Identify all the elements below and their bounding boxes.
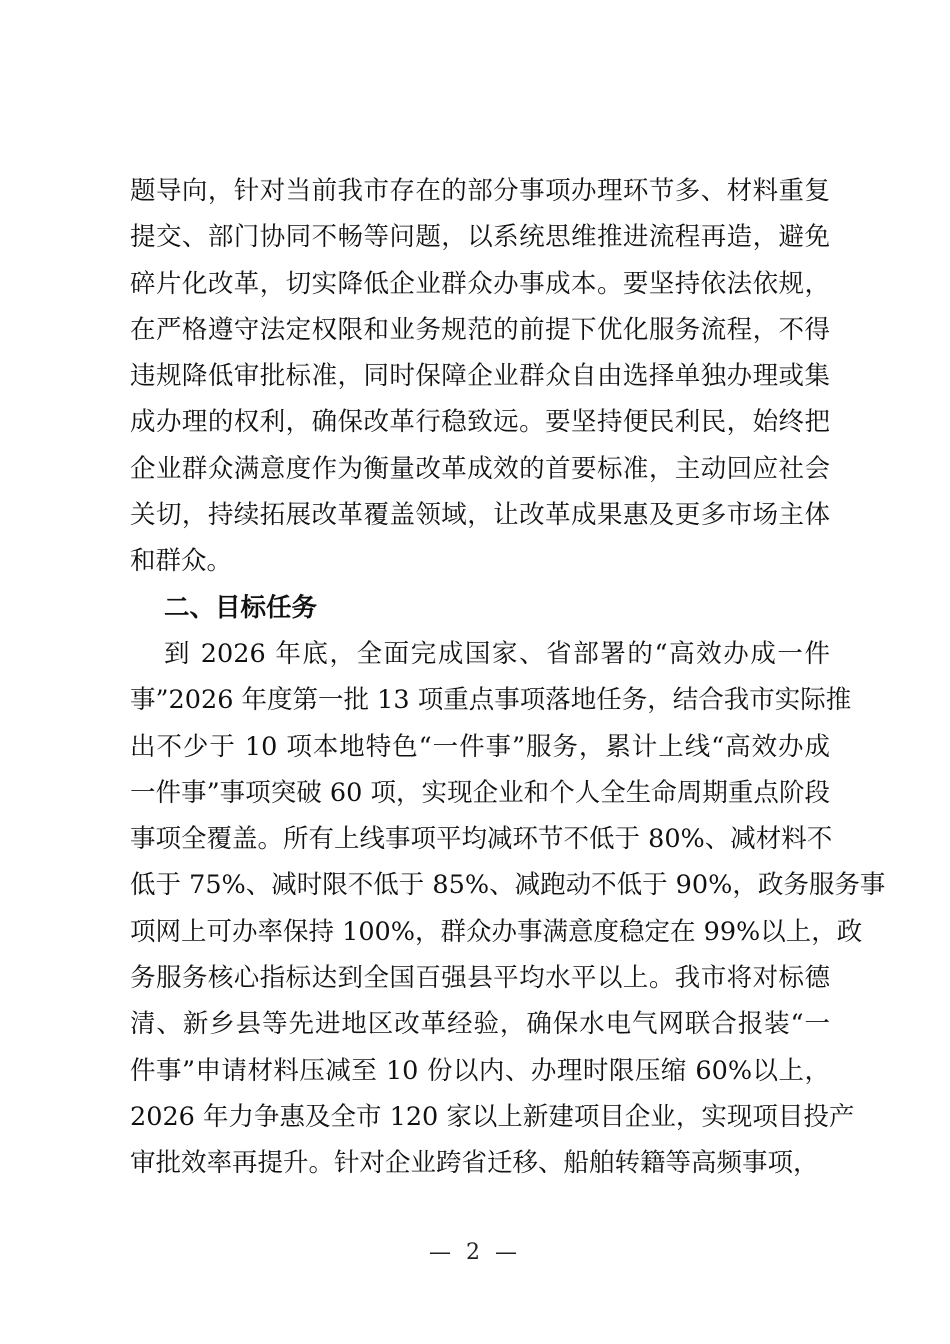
paragraph-2-line: 2026 年力争惠及全市 120 家以上新建项目企业，实现项目投产 [130,1101,855,1132]
paragraph-2-line: 一件事”事项突破 60 项，实现企业和个人全生命周期重点阶段 [130,777,830,808]
paragraph-2-line: 事项全覆盖。所有上线事项平均减环节不低于 80%、减材料不 [130,824,833,855]
paragraph-1-line: 在严格遵守法定权限和业务规范的前提下优化服务流程，不得 [130,314,830,345]
paragraph-1-line: 成办理的权利，确保改革行稳致远。要坚持便民利民，始终把 [130,407,830,438]
paragraph-1-line: 提交、部门协同不畅等问题，以系统思维推进流程再造，避免 [130,222,830,253]
paragraph-2-line: 低于 75%、减时限不低于 85%、减跑动不低于 90%，政务服务事 [130,870,886,901]
paragraph-1-line: 企业群众满意度作为衡量改革成效的首要标准，主动回应社会 [130,453,830,484]
paragraph-1-line: 关切，持续拓展改革覆盖领域，让改革成果惠及更多市场主体 [130,500,830,531]
paragraph-1-line: 题导向，针对当前我市存在的部分事项办理环节多、材料重复 [130,176,830,206]
paragraph-2-line: 事”2026 年度第一批 13 项重点事项落地任务，结合我市实际推 [130,685,852,716]
paragraph-1-line: 碎片化改革，切实降低企业群众办事成本。要坚持依法依规， [130,268,830,299]
paragraph-2-line: 项网上可办率保持 100%，群众办事满意度稳定在 99%以上，政 [130,916,863,947]
paragraph-1-line: 和群众。 [130,546,233,577]
page-number: — 2 — [429,1240,521,1265]
section-heading: 二、目标任务 [164,592,318,623]
paragraph-2-line: 到 2026 年底，全面完成国家、省部署的“高效办成一件 [164,638,830,669]
paragraph-2-line: 清、新乡县等先进地区改革经验，确保水电气网联合报装“一 [130,1009,830,1040]
paragraph-2-line: 审批效率再提升。针对企业跨省迁移、船舶转籍等高频事项， [130,1148,819,1179]
paragraph-1-line: 违规降低审批标准，同时保障企业群众自由选择单独办理或集 [130,361,830,392]
paragraph-2-line: 件事”申请材料压减至 10 份以内、办理时限压缩 60%以上， [130,1055,830,1086]
paragraph-2-line: 务服务核心指标达到全国百强县平均水平以上。我市将对标德 [130,963,830,994]
paragraph-2-line: 出不少于 10 项本地特色“一件事”服务，累计上线“高效办成 [130,731,830,762]
body-text [130,168,886,1187]
